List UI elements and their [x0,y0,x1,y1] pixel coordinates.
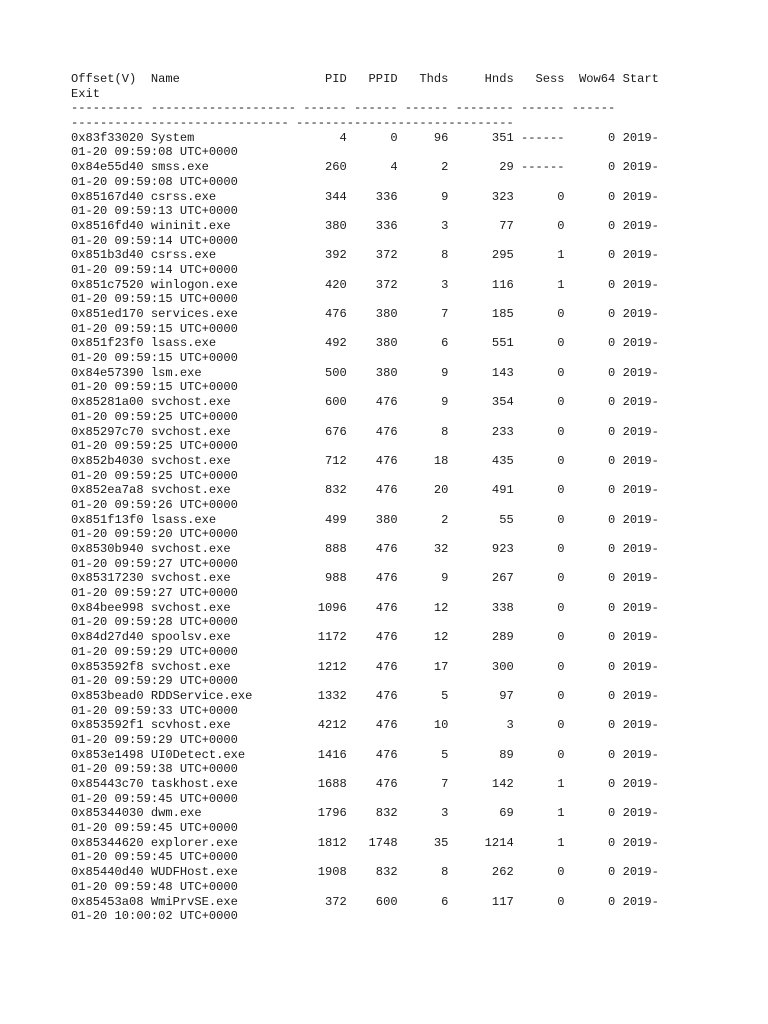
process-row: 0x84bee998 svchost.exe 1096 476 12 338 0 0 2019- [71,600,659,615]
process-row: 0x853e1498 UI0Detect.exe 1416 476 5 89 0 0 2019- [71,747,659,762]
process-row-start-time: 01-20 09:59:48 UTC+0000 [71,879,238,894]
process-row-start-time: 01-20 09:59:27 UTC+0000 [71,556,238,571]
column-header-line: Offset(V) Name PID PPID Thds Hnds Sess Wow64 Start [71,72,659,86]
process-row-start-time: 01-20 09:59:14 UTC+0000 [71,233,238,248]
process-row: 0x853592f1 scvhost.exe 4212 476 10 3 0 0 2019- [71,718,659,733]
process-row-start-time: 01-20 09:59:38 UTC+0000 [71,762,238,777]
column-header-line-wrap: Exit [71,86,101,101]
process-row-start-time: 01-20 09:59:25 UTC+0000 [71,439,238,454]
process-row-start-time: 01-20 09:59:45 UTC+0000 [71,850,238,865]
process-row-start-time: 01-20 09:59:26 UTC+0000 [71,497,238,512]
process-row-start-time: 01-20 09:59:08 UTC+0000 [71,145,238,160]
process-row-start-time: 01-20 09:59:45 UTC+0000 [71,791,238,806]
process-row-start-time: 01-20 09:59:33 UTC+0000 [71,703,238,718]
process-row: 0x85443c70 taskhost.exe 1688 476 7 142 1 0 2019- [71,777,659,791]
process-row: 0x85297c70 svchost.exe 676 476 8 233 0 0 2019- [71,424,659,439]
process-row: 0x8530b940 svchost.exe 888 476 32 923 0 0 2019- [71,542,659,556]
separator-line: ---------- -------------------- ------ ------ ------ -------- ------ ------ [71,101,616,116]
process-row: 0x851f13f0 lsass.exe 499 380 2 55 0 0 2019- [71,512,659,527]
process-rows [71,131,731,924]
process-row: 0x85281a00 svchost.exe 600 476 9 354 0 0 2019- [71,395,659,410]
process-row: 0x851b3d40 csrss.exe 392 372 8 295 1 0 2019- [71,248,659,263]
process-row: 0x85167d40 csrss.exe 344 336 9 323 0 0 2019- [71,189,659,204]
process-row: 0x851c7520 winlogon.exe 420 372 3 116 1 0 2019- [71,277,659,292]
process-row: 0x85440d40 WUDFHost.exe 1908 832 8 262 0 0 2019- [71,865,659,880]
process-row-start-time: 01-20 09:59:28 UTC+0000 [71,615,238,630]
process-row: 0x8516fd40 wininit.exe 380 336 3 77 0 0 2019- [71,218,659,233]
process-row-start-time: 01-20 09:59:15 UTC+0000 [71,292,238,307]
process-row: 0x851ed170 services.exe 476 380 7 185 0 0 2019- [71,307,659,321]
process-row-start-time: 01-20 09:59:27 UTC+0000 [71,586,238,601]
process-row: 0x85453a08 WmiPrvSE.exe 372 600 6 117 0 0 2019- [71,894,659,909]
process-row-start-time: 01-20 09:59:20 UTC+0000 [71,527,238,542]
process-row: 0x85344030 dwm.exe 1796 832 3 69 1 0 2019- [71,806,659,821]
process-row-start-time: 01-20 09:59:08 UTC+0000 [71,174,238,189]
process-row-start-time: 01-20 09:59:15 UTC+0000 [71,351,238,366]
process-row-start-time: 01-20 09:59:29 UTC+0000 [71,732,238,747]
process-row-start-time: 01-20 09:59:45 UTC+0000 [71,821,238,836]
separator-line-wrap: ------------------------------ ------------------------------ [71,116,514,131]
process-row-start-time: 01-20 09:59:15 UTC+0000 [71,321,238,336]
process-row: 0x853bead0 RDDService.exe 1332 476 5 97 0 0 2019- [71,688,659,703]
process-list-output [71,72,731,924]
process-row-start-time: 01-20 09:59:25 UTC+0000 [71,409,238,424]
process-row: 0x852ea7a8 svchost.exe 832 476 20 491 0 0 2019- [71,483,659,498]
process-row: 0x851f23f0 lsass.exe 492 380 6 551 0 0 2019- [71,336,659,351]
process-row: 0x85344620 explorer.exe 1812 1748 35 1214 1 0 2019- [71,835,659,850]
process-row: 0x84d27d40 spoolsv.exe 1172 476 12 289 0 0 2019- [71,630,659,645]
process-row: 0x852b4030 svchost.exe 712 476 18 435 0 0 2019- [71,453,659,468]
process-row: 0x84e57390 lsm.exe 500 380 9 143 0 0 2019- [71,365,659,380]
process-row-start-time: 01-20 10:00:02 UTC+0000 [71,909,238,924]
process-row: 0x853592f8 svchost.exe 1212 476 17 300 0 0 2019- [71,659,659,674]
process-row: 0x83f33020 System 4 0 96 351 ------ 0 2019- [71,130,659,145]
process-row: 0x85317230 svchost.exe 988 476 9 267 0 0 2019- [71,571,659,586]
process-row-start-time: 01-20 09:59:14 UTC+0000 [71,262,238,277]
process-row-start-time: 01-20 09:59:25 UTC+0000 [71,468,238,483]
process-row: 0x84e55d40 smss.exe 260 4 2 29 ------ 0 2019- [71,160,659,175]
process-row-start-time: 01-20 09:59:29 UTC+0000 [71,674,238,689]
process-row-start-time: 01-20 09:59:15 UTC+0000 [71,380,238,395]
process-row-start-time: 01-20 09:59:13 UTC+0000 [71,204,238,219]
process-row-start-time: 01-20 09:59:29 UTC+0000 [71,644,238,659]
